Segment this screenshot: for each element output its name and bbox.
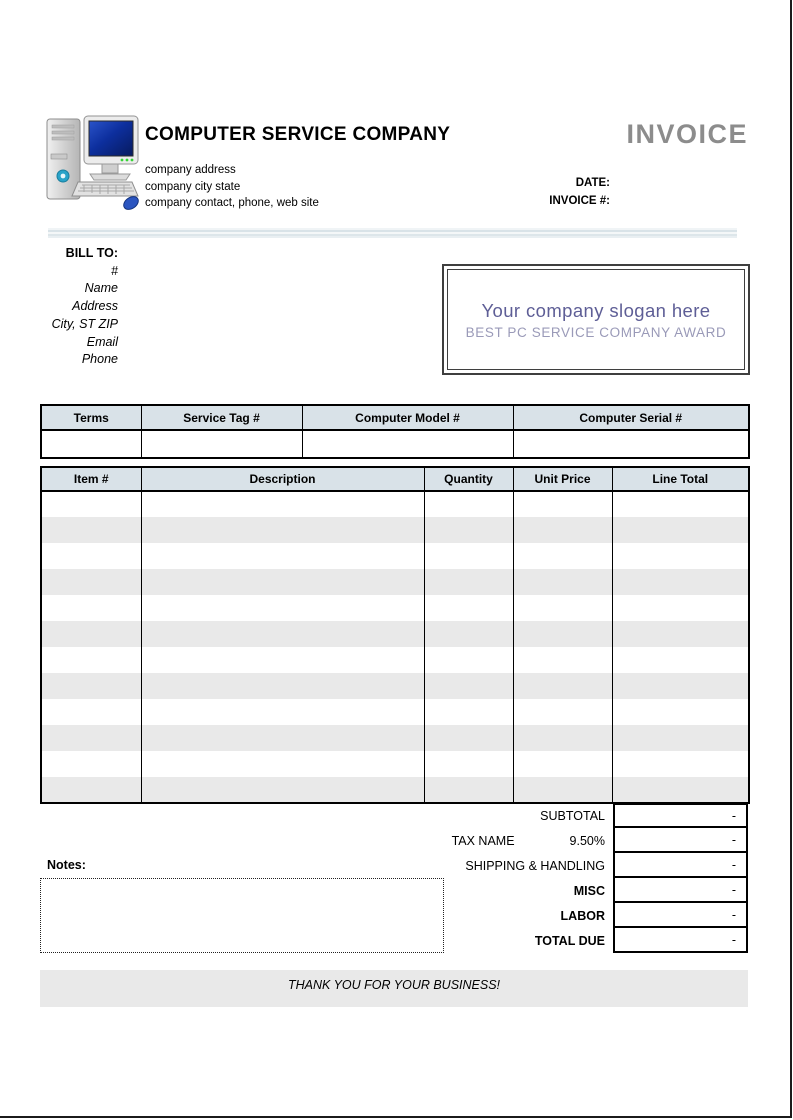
terms-table xyxy=(40,404,750,459)
items-cell[interactable] xyxy=(513,621,612,647)
items-cell[interactable] xyxy=(612,777,749,803)
items-table-body xyxy=(41,491,749,803)
invoice-number-label: INVOICE #: xyxy=(549,194,610,207)
items-cell[interactable] xyxy=(513,595,612,621)
items-row xyxy=(41,569,749,595)
items-cell[interactable] xyxy=(612,725,749,751)
items-cell[interactable] xyxy=(612,699,749,725)
items-row xyxy=(41,647,749,673)
notes-box[interactable] xyxy=(40,878,444,953)
company-address-line: company contact, phone, web site xyxy=(145,197,319,209)
company-address xyxy=(145,162,319,212)
totals-value-cell[interactable]: - xyxy=(613,803,748,828)
items-cell[interactable] xyxy=(141,491,424,517)
items-cell[interactable] xyxy=(424,569,513,595)
items-cell[interactable] xyxy=(612,491,749,517)
terms-header-row xyxy=(41,405,749,430)
items-table xyxy=(40,466,750,804)
items-cell[interactable] xyxy=(141,621,424,647)
items-cell[interactable] xyxy=(424,751,513,777)
items-cell[interactable] xyxy=(612,569,749,595)
items-cell[interactable] xyxy=(141,725,424,751)
items-cell[interactable] xyxy=(612,543,749,569)
items-row xyxy=(41,595,749,621)
totals-label: SUBTOTAL xyxy=(540,808,605,823)
totals-row xyxy=(40,828,748,853)
invoice-title: INVOICE xyxy=(626,119,748,149)
items-cell[interactable] xyxy=(41,543,141,569)
items-cell[interactable] xyxy=(41,673,141,699)
terms-header: Service Tag # xyxy=(141,405,302,430)
bill-to-field-name[interactable]: Name xyxy=(84,281,118,296)
totals-value-cell[interactable]: - xyxy=(613,901,748,928)
totals-label: LABOR xyxy=(560,908,605,923)
items-cell[interactable] xyxy=(141,751,424,777)
totals-row xyxy=(40,803,748,828)
terms-cell[interactable] xyxy=(41,430,141,458)
items-cell[interactable] xyxy=(424,543,513,569)
company-name: COMPUTER SERVICE COMPANY xyxy=(145,124,451,145)
items-cell[interactable] xyxy=(41,647,141,673)
items-cell[interactable] xyxy=(41,595,141,621)
totals-value-cell[interactable]: - xyxy=(613,851,748,878)
items-header: Description xyxy=(141,467,424,491)
items-header: Line Total xyxy=(612,467,749,491)
award-text: BEST PC SERVICE COMPANY AWARD xyxy=(465,324,727,340)
items-cell[interactable] xyxy=(612,751,749,777)
items-cell[interactable] xyxy=(141,777,424,803)
items-cell[interactable] xyxy=(513,777,612,803)
items-header: Quantity xyxy=(424,467,513,491)
items-row xyxy=(41,673,749,699)
terms-cell[interactable] xyxy=(141,430,302,458)
items-cell[interactable] xyxy=(612,621,749,647)
items-cell[interactable] xyxy=(141,673,424,699)
slogan-box-inner xyxy=(447,269,745,370)
notes-label: Notes: xyxy=(47,858,86,872)
items-cell[interactable] xyxy=(513,517,612,543)
items-cell[interactable] xyxy=(41,621,141,647)
items-cell[interactable] xyxy=(41,725,141,751)
totals-value-cell[interactable]: - xyxy=(613,826,748,853)
items-cell[interactable] xyxy=(424,647,513,673)
footer-message: THANK YOU FOR YOUR BUSINESS! xyxy=(287,978,501,992)
items-cell[interactable] xyxy=(513,543,612,569)
items-cell[interactable] xyxy=(141,595,424,621)
items-cell[interactable] xyxy=(612,673,749,699)
date-label: DATE: xyxy=(575,177,610,189)
items-cell[interactable] xyxy=(41,517,141,543)
items-row xyxy=(41,725,749,751)
items-row xyxy=(41,517,749,543)
items-cell[interactable] xyxy=(513,569,612,595)
slogan-text: Your company slogan here xyxy=(481,299,711,321)
totals-label: TAX NAME 9.50% xyxy=(451,833,605,848)
items-cell[interactable] xyxy=(424,621,513,647)
items-cell[interactable] xyxy=(424,777,513,803)
bill-to-field-email[interactable]: Email xyxy=(86,334,118,349)
items-cell[interactable] xyxy=(612,595,749,621)
items-row xyxy=(41,751,749,777)
items-cell[interactable] xyxy=(141,517,424,543)
items-cell[interactable] xyxy=(424,595,513,621)
items-cell[interactable] xyxy=(424,491,513,517)
items-cell[interactable] xyxy=(41,699,141,725)
totals-row xyxy=(40,853,748,878)
footer-band xyxy=(40,970,748,1007)
totals-label: TOTAL DUE xyxy=(534,933,605,948)
items-cell[interactable] xyxy=(141,569,424,595)
items-cell[interactable] xyxy=(424,673,513,699)
terms-header: Computer Serial # xyxy=(513,405,749,430)
terms-cell[interactable] xyxy=(513,430,749,458)
items-cell[interactable] xyxy=(513,673,612,699)
items-cell[interactable] xyxy=(41,491,141,517)
items-cell[interactable] xyxy=(424,699,513,725)
bill-to-field-phone[interactable]: Phone xyxy=(81,352,118,367)
items-cell[interactable] xyxy=(424,517,513,543)
totals-label: SHIPPING & HANDLING xyxy=(465,858,605,873)
bill-to-section xyxy=(8,245,118,369)
slogan-box xyxy=(442,264,750,375)
items-header: Unit Price xyxy=(513,467,612,491)
items-cell[interactable] xyxy=(141,647,424,673)
items-cell[interactable] xyxy=(513,491,612,517)
computer-icon xyxy=(44,110,140,212)
items-cell[interactable] xyxy=(141,543,424,569)
items-cell[interactable] xyxy=(141,699,424,725)
items-row xyxy=(41,491,749,517)
items-row xyxy=(41,777,749,803)
page-right-edge xyxy=(790,0,792,1118)
items-header-row xyxy=(41,467,749,491)
terms-row xyxy=(41,430,749,458)
items-row xyxy=(41,699,749,725)
items-cell[interactable] xyxy=(424,725,513,751)
company-address-line: company city state xyxy=(145,180,241,193)
items-cell[interactable] xyxy=(41,751,141,777)
items-row xyxy=(41,543,749,569)
date-invoice-block xyxy=(430,175,610,210)
terms-cell[interactable] xyxy=(302,430,513,458)
bill-to-field-number[interactable]: # xyxy=(111,263,118,278)
bill-to-field-city[interactable]: City, ST ZIP xyxy=(51,316,118,331)
items-cell[interactable] xyxy=(612,517,749,543)
items-cell[interactable] xyxy=(41,569,141,595)
items-cell[interactable] xyxy=(513,751,612,777)
bill-to-field-address[interactable]: Address xyxy=(72,299,118,314)
totals-value-cell[interactable]: - xyxy=(613,876,748,903)
items-cell[interactable] xyxy=(513,699,612,725)
terms-header: Terms xyxy=(41,405,141,430)
tax-rate: 9.50% xyxy=(569,833,605,848)
items-cell[interactable] xyxy=(612,647,749,673)
bill-to-label: BILL TO: xyxy=(65,246,118,260)
items-cell[interactable] xyxy=(513,725,612,751)
items-row xyxy=(41,621,749,647)
company-address-line: company address xyxy=(145,164,236,176)
items-header: Item # xyxy=(41,467,141,491)
terms-header: Computer Model # xyxy=(302,405,513,430)
totals-value-cell[interactable]: - xyxy=(613,926,748,953)
header-divider xyxy=(48,228,737,238)
page-bottom-edge xyxy=(0,1116,792,1118)
items-cell[interactable] xyxy=(41,777,141,803)
items-cell[interactable] xyxy=(513,647,612,673)
totals-label: MISC xyxy=(573,883,605,898)
